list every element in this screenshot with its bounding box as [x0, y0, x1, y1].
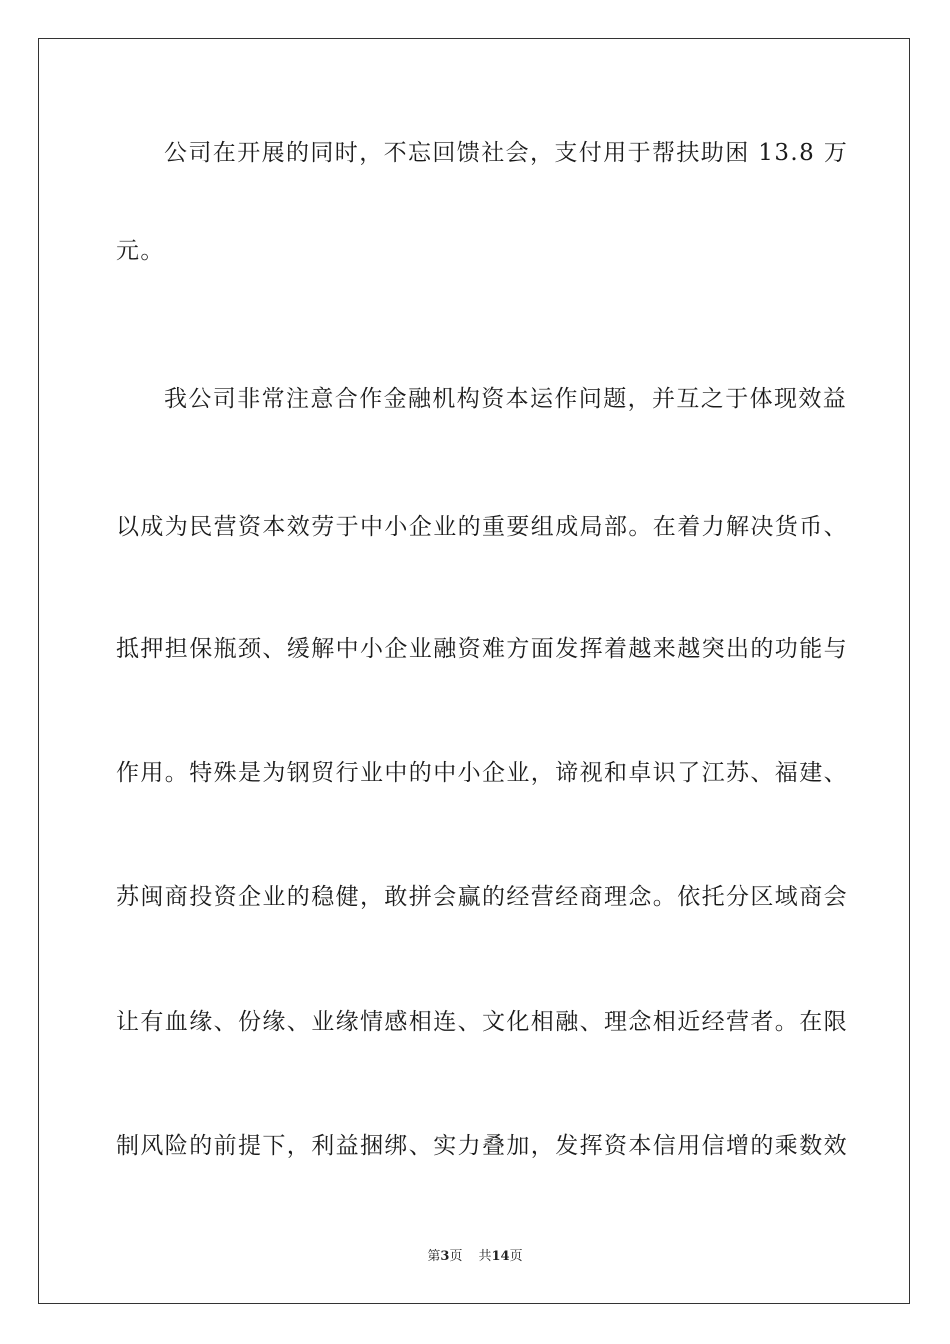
paragraph-line: 公司在开展的同时，不忘回馈社会，支付用于帮扶助困 13.8 万 — [164, 140, 849, 166]
total-label-suffix: 页 — [509, 1249, 523, 1264]
paragraph-line: 我公司非常注意合作金融机构资本运作问题，并互之于体现效益 — [164, 386, 848, 412]
paragraph-line: 制风险的前提下，利益捆绑、实力叠加，发挥资本信用信增的乘数效 — [116, 1133, 848, 1159]
total-pages: 14 — [491, 1249, 510, 1264]
page-label-suffix: 页 — [449, 1249, 463, 1264]
paragraph-line: 元。 — [116, 238, 165, 264]
page-border — [38, 38, 910, 1304]
paragraph-line: 让有血缘、份缘、业缘情感相连、文化相融、理念相近经营者。在限 — [116, 1009, 848, 1035]
total-label-prefix: 共 — [478, 1249, 492, 1264]
page-footer — [0, 1248, 950, 1266]
page-label-prefix: 第 — [427, 1249, 441, 1264]
paragraph-line: 抵押担保瓶颈、缓解中小企业融资难方面发挥着越来越突出的功能与 — [116, 636, 848, 662]
paragraph-line: 作用。特殊是为钢贸行业中的中小企业，谛视和卓识了江苏、福建、 — [116, 760, 848, 786]
paragraph-line: 苏闽商投资企业的稳健，敢拼会赢的经营经商理念。依托分区域商会 — [116, 884, 848, 910]
paragraph-line: 以成为民营资本效劳于中小企业的重要组成局部。在着力解决货币、 — [116, 514, 848, 540]
page-number: 3 — [440, 1249, 450, 1264]
